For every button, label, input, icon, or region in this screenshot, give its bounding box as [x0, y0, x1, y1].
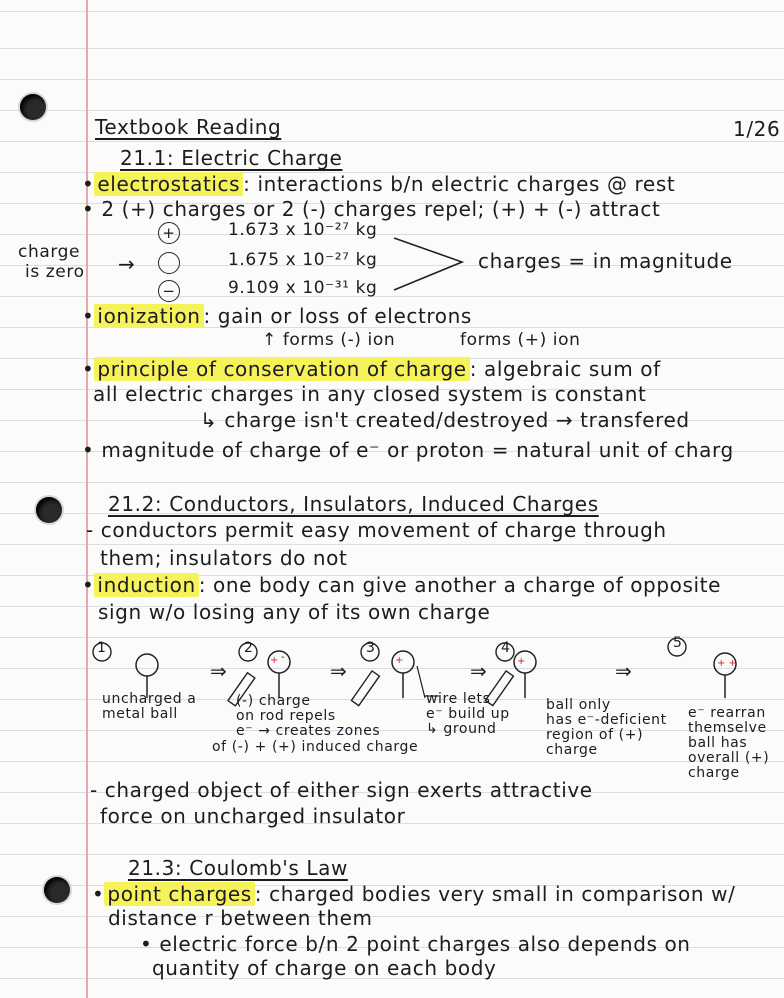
side-note: charge — [18, 242, 81, 262]
step-caption: uncharged a metal ball — [102, 691, 197, 722]
svg-text:⇒: ⇒ — [330, 659, 347, 683]
magnitude-text: magnitude of charge of e⁻ or proton = natural unit of charg — [101, 438, 734, 462]
step-caption: (-) charge on rod repels e⁻ → creates zones — [236, 693, 381, 739]
margin-line — [86, 0, 88, 998]
svg-text:⇒: ⇒ — [470, 659, 487, 683]
term-conservation: principle of conservation of charge — [94, 357, 469, 381]
forms-negative: ↑ forms (-) ion — [262, 330, 396, 350]
section-heading-21-3: 21.3: Coulomb's Law — [128, 856, 348, 880]
note-line: them; insulators do not — [100, 546, 348, 570]
note-line: sign w/o losing any of its own charge — [98, 600, 491, 624]
step-caption: wire lets e⁻ build up ↳ ground — [426, 691, 510, 737]
note-line: quantity of charge on each body — [152, 956, 497, 980]
note-line: - conductors permit easy movement of charge through — [86, 518, 667, 542]
svg-text:+ +: + + — [717, 658, 737, 669]
definition: : interactions b/n electric charges @ rest — [243, 172, 676, 196]
note-line: • ionization : gain or loss of electrons — [82, 304, 472, 328]
definition: : one body can give another a charge of opposite — [198, 573, 722, 597]
punch-hole — [44, 877, 70, 903]
forms-positive: forms (+) ion — [460, 330, 581, 350]
proton-symbol: + — [158, 222, 180, 244]
section-heading-21-1: 21.1: Electric Charge — [120, 146, 343, 170]
term-ionization: ionization — [94, 304, 203, 328]
term-induction: induction — [94, 573, 198, 597]
svg-text:-: - — [281, 652, 285, 663]
neutron-symbol — [158, 252, 180, 274]
step-number: 5 — [673, 635, 683, 651]
step-number: 1 — [97, 640, 107, 656]
step-caption: of (-) + (+) induced charge — [212, 739, 419, 755]
svg-text:+: + — [395, 655, 404, 666]
svg-text:+: + — [270, 655, 279, 666]
punch-hole — [20, 94, 46, 120]
step-caption: ball only has e⁻-deficient region of (+) charge — [546, 697, 667, 758]
note-line: - charged object of either sign exerts attractive — [90, 778, 593, 802]
note-line: all electric charges in any closed system is constant — [93, 382, 647, 406]
definition: : algebraic sum of — [469, 357, 661, 381]
step-number: 4 — [501, 640, 511, 656]
definition: : charged bodies very small in comparison w/ — [254, 882, 736, 906]
note-line: • 2 (+) charges or 2 (-) charges repel; (+) + (-) attract — [82, 197, 661, 221]
term-point-charges: point charges — [104, 882, 254, 906]
proton-mass: 1.673 x 10⁻²⁷ kg — [228, 220, 378, 240]
note-line: • electrostatics : interactions b/n electric charges @ rest — [82, 172, 676, 196]
electron-mass: 9.109 x 10⁻³¹ kg — [228, 278, 378, 298]
svg-text:+: + — [517, 656, 526, 667]
date-label: 1/26 — [733, 117, 781, 141]
arrow: → — [118, 252, 136, 276]
page-title: Textbook Reading — [95, 115, 282, 139]
term-electrostatics: electrostatics — [94, 172, 243, 196]
note-line: • electric force b/n 2 point charges also depends on — [140, 932, 691, 956]
note-line: ↳ charge isn't created/destroyed → transfered — [200, 408, 690, 432]
note-line: • point charges : charged bodies very small in comparison w/ — [92, 882, 736, 906]
note-line: • magnitude of charge of e⁻ or proton = natural unit of charg — [82, 438, 734, 462]
step-number: 3 — [366, 640, 376, 656]
neutron-mass: 1.675 x 10⁻²⁷ kg — [228, 250, 378, 270]
note-line: • principle of conservation of charge : algebraic sum of — [82, 357, 661, 381]
note-line: force on uncharged insulator — [100, 804, 406, 828]
repel-text: 2 (+) charges or 2 (-) charges repel; (+) + (-) attract — [101, 197, 661, 221]
side-note: is zero — [25, 262, 85, 282]
step-number: 2 — [244, 640, 254, 656]
section-heading-21-2: 21.2: Conductors, Insulators, Induced Charges — [108, 492, 599, 516]
electron-symbol: − — [158, 280, 180, 302]
note-line: distance r between them — [108, 906, 373, 930]
charges-equal-note: charges = in magnitude — [478, 249, 733, 273]
step-caption: e⁻ rearran themselve ball has overall (+) charge — [688, 705, 770, 781]
note-line: • induction : one body can give another a charge of opposite — [82, 573, 722, 597]
svg-text:⇒: ⇒ — [615, 659, 632, 683]
svg-text:⇒: ⇒ — [210, 659, 227, 683]
punch-hole — [36, 497, 62, 523]
definition: : gain or loss of electrons — [203, 304, 472, 328]
brace-arrow — [392, 232, 472, 302]
